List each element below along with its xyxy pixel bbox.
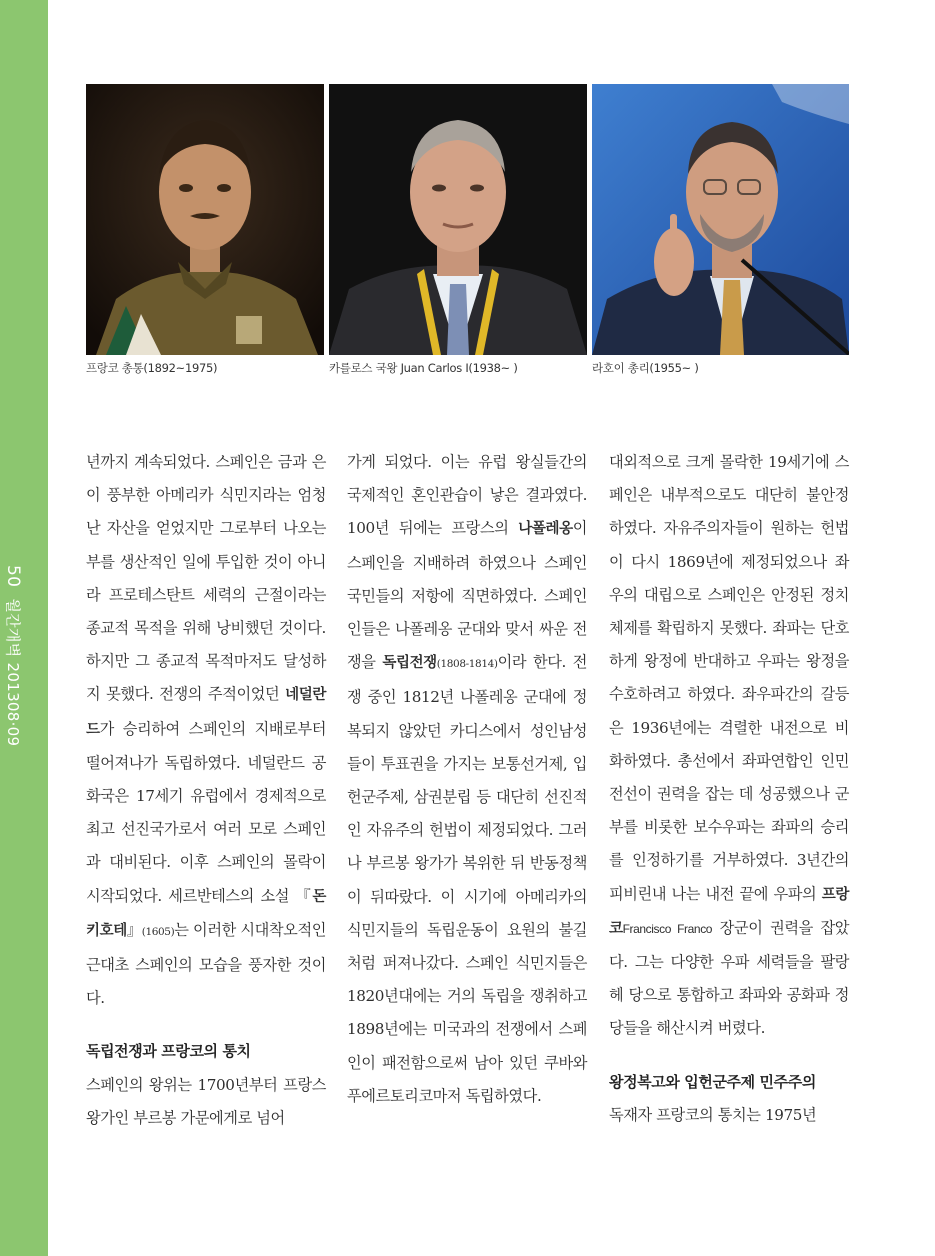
text-run: 는 이러한 시대착오적인 근대초 스페인의 모습을 풍자한 것이다. <box>86 920 326 1008</box>
paragraph <box>347 446 587 1113</box>
paragraph <box>86 446 326 1015</box>
text-run: 』 <box>126 920 142 939</box>
latin-name: Francisco Franco <box>622 921 713 936</box>
year-note: (1605) <box>141 925 175 938</box>
text-run: 년까지 계속되었다. 스페인은 금과 은이 풍부한 아메리카 식민지라는 엄청난 자산을 얻었지만 그로부터 나오는 부를 생산적인 일에 투입한 것이 아니라 프로테스탄트 세력의 근절이라는 종교적 목적을 위해 낭비했던 것이다. 하지만 그 종교적 목적마저도 달성하지 못했다. 전쟁의 주적이었던 <box>86 453 326 704</box>
year-note: (1808-1814) <box>436 658 498 671</box>
text-column-2 <box>347 446 587 1113</box>
emphasis-franco: 프랑코 <box>609 886 849 937</box>
emphasis-napoleon: 나폴레옹 <box>518 521 573 538</box>
text-column-1 <box>86 446 326 1135</box>
text-run: 이라 한다. 전쟁 중인 1812년 나폴레옹 군대에 정복되지 않았던 카디스에서 성인남성들이 투표권을 가지는 보통선거제, 입헌군주제, 삼권분립 등 대단히 선진적인 자유주의 헌법이 제정되었다. 그러나 부르봉 왕가가 복위한 뒤 반동정책이 뒤따랐다. 이 시기에 아메리카의 식민지들의 독립운동이 요원의 불길처럼 퍼져나갔다. 스페인 식민지들은 1820년대에는 거의 독립을 쟁취하고 1898년에는 미국과의 전쟁에서 스페인이 패전함으로써 남아 있던 쿠바와 푸에르토리코마저 독립하였다. <box>347 653 587 1105</box>
caption-rajoy: 라호이 총리(1955~ ) <box>592 361 699 375</box>
emphasis-independence-war: 독립전쟁 <box>382 655 437 672</box>
text-run: 이 스페인을 지배하려 하였으나 스페인 국민들의 저항에 직면하였다. 스페인인들은 나폴레옹 군대와 맞서 싸운 전쟁을 <box>347 519 587 672</box>
photo-franco <box>86 84 324 355</box>
portrait-rajoy-image <box>592 84 849 355</box>
text-run: 대외적으로 크게 몰락한 19세기에 스페인은 내부적으로도 대단히 불안정하였다. 자유주의자들이 원하는 헌법이 다시 1869년에 제정되었으나 좌우의 대립으로 스페인은 안정된 정치체제를 확립하지 못했다. 좌파는 단호하게 왕정에 반대하고 우파는 왕정을 수호하려고 하였다. 좌우파간의 갈등은 1936년에는 격렬한 내전으로 비화하였다. 총선에서 좌파연합인 인민전선이 권력을 잡는 데 성공했으나 군부를 비롯한 보수우파는 좌파의 승리를 인정하기를 거부하였다. 3년간의 피비린내 나는 내전 끝에 우파의 <box>609 453 849 903</box>
publication-name: 월간개벽 201308·09 <box>4 598 22 747</box>
portrait-juan-carlos-image <box>329 84 587 355</box>
text-run: 장군이 권력을 잡았다. 그는 다양한 우파 세력들을 팔랑헤 당으로 통합하고 좌파와 공화파 정당들을 해산시켜 버렸다. <box>609 918 850 1038</box>
page-number: 50 <box>3 565 23 588</box>
emphasis-netherlands: 네덜란드 <box>86 687 326 738</box>
section-heading-restoration: 왕정복고와 입헌군주제 민주주의 <box>609 1072 816 1091</box>
paragraph: 스페인의 왕위는 1700년부터 프랑스 왕가인 부르봉 가문에게로 넘어 <box>86 1075 326 1127</box>
sidebar-label <box>3 565 24 746</box>
section-heading-independence: 독립전쟁과 프랑코의 통치 <box>86 1042 251 1061</box>
photo-juan-carlos <box>329 84 587 355</box>
text-run: 가게 되었다. 이는 유럽 왕실들간의 국제적인 혼인관습이 낳은 결과였다. 100년 뒤에는 프랑스의 <box>347 453 587 538</box>
paragraph <box>609 446 849 1046</box>
text-run: 가 승리하여 스페인의 지배로부터 떨어져나가 독립하였다. 네덜란드 공화국은 17세기 유럽에서 경제적으로 최고 선진국가로서 여러 모로 스페인과 대비된다. 이후 스페인의 몰락이 시작되었다. 세르반테스의 소설 『 <box>86 719 326 905</box>
emphasis-don-quixote: 돈키호테 <box>86 888 326 939</box>
caption-juan-carlos: 카를로스 국왕 Juan Carlos Ⅰ(1938~ ) <box>329 361 518 375</box>
text-column-3 <box>609 446 849 1132</box>
portrait-franco-image <box>86 84 324 355</box>
paragraph: 독재자 프랑코의 통치는 1975년 <box>609 1105 817 1124</box>
photo-rajoy <box>592 84 849 355</box>
caption-franco: 프랑코 총통(1892~1975) <box>86 361 218 375</box>
